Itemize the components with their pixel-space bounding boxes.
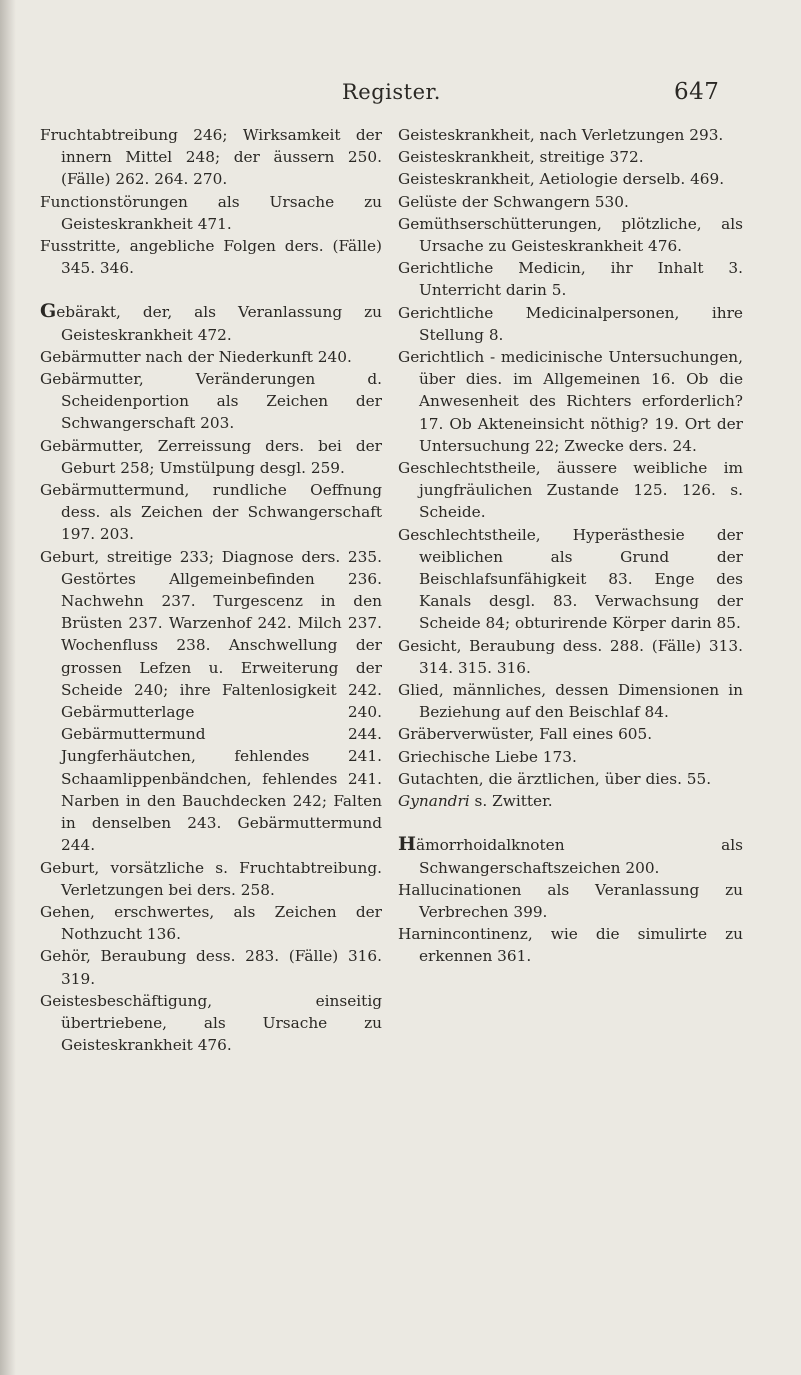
index-entry-section-g xyxy=(40,301,382,345)
left-column xyxy=(40,124,382,1056)
index-entry: Harnincontinenz, wie die simulirte zu erkennen 361. xyxy=(398,925,743,966)
index-entry: Gräberverwüster, Fall eines 605. xyxy=(398,725,653,744)
drop-capital: H xyxy=(398,833,416,856)
index-entry: Geburt, streitige 233; Diagnose ders. 235. Gestörtes Allgemeinbefinden 236. Nachwehn 237. Turgescenz in den Brüsten 237. Warzenhof 242. Milch 237. Wochenfluss 238. Anschwellung der grossen Lefzen u. Erweiterung der Scheide 240; ihre Faltenlosigkeit 242. Gebärmutterlage 240. Gebärmuttermund 244. Jungferhäutchen, fehlendes 241. Schaamlippenbändchen, fehlendes 241. Narben in den Bauchdecken 242; Falten in denselben 243. Gebärmuttermund 244. xyxy=(40,547,382,855)
index-entry: Gerichtliche Medicinalpersonen, ihre Stellung 8. xyxy=(398,303,743,344)
index-entry: Gutachten, die ärztlichen, über dies. 55. xyxy=(398,769,712,788)
index-entry: Gesicht, Beraubung dess. 288. (Fälle) 313. 314. 315. 316. xyxy=(398,636,743,677)
index-entry: Hallucinationen als Veranlassung zu Verbrechen 399. xyxy=(398,880,743,921)
entry-text: ämorrhoidalknoten als Schwangerschaftszeichen 200. xyxy=(415,836,743,877)
index-entry: Gebärmuttermund, rundliche Oeffnung dess. als Zeichen der Schwangerschaft 197. 203. xyxy=(40,481,382,544)
index-entry: Geburt, vorsätzliche s. Fruchtabtreibung. Verletzungen bei ders. 258. xyxy=(40,858,382,899)
index-entry-section-h xyxy=(398,834,743,878)
index-entry: Glied, männliches, dessen Dimensionen in Beziehung auf den Beischlaf 84. xyxy=(398,681,743,722)
index-entry: Gerichtliche Medicin, ihr Inhalt 3. Unterricht darin 5. xyxy=(398,259,743,300)
entry-text: s. Zwitter. xyxy=(469,792,553,811)
index-entry: Geisteskrankheit, streitige 372. xyxy=(398,148,644,167)
index-entry: Gelüste der Schwangern 530. xyxy=(398,192,629,211)
index-entry: Fusstritte, angebliche Folgen ders. (Fälle) 345. 346. xyxy=(40,237,382,278)
running-title: Register. xyxy=(342,80,441,104)
page-header xyxy=(0,80,801,110)
index-entry: Gehen, erschwertes, als Zeichen der Nothzucht 136. xyxy=(40,902,382,944)
index-entry: Functionstörungen als Ursache zu Geisteskrankheit 471. xyxy=(40,192,382,233)
index-entry: Gemüthserschütterungen, plötzliche, als Ursache zu Geisteskrankheit 476. xyxy=(398,214,743,256)
index-entry: Fruchtabtreibung 246; Wirksamkeit der innern Mittel 248; der äussern 250. (Fälle) 262. 264. 270. xyxy=(40,126,382,189)
index-entry: Geisteskrankheit, nach Verletzungen 293. xyxy=(398,126,724,144)
index-entry: Gebärmutter, Zerreissung ders. bei der Geburt 258; Umstülpung desgl. 259. xyxy=(40,436,382,477)
index-entry xyxy=(398,790,743,812)
page-number: 647 xyxy=(674,79,720,105)
index-entry: Geisteskrankheit, Aetiologie derselb. 469. xyxy=(398,170,725,189)
index-entry: Geistesbeschäftigung, einseitig übertriebene, als Ursache zu Geisteskrankheit 476. xyxy=(40,991,382,1055)
index-entry: Gebärmutter, Veränderungen d. Scheidenportion als Zeichen der Schwangerschaft 203. xyxy=(40,370,382,433)
index-entry: Geschlechtstheile, äussere weibliche im jungfräulichen Zustande 125. 126. s. Scheide. xyxy=(398,459,743,522)
page-binding-edge xyxy=(0,0,16,1375)
right-column xyxy=(398,124,743,968)
index-entry: Gerichtlich - medicinische Untersuchungen, über dies. im Allgemeinen 16. Ob die Anwesenheit des Richters erforderlich? 17. Ob Akteneinsicht nöthig? 19. Ort der Untersuchung 22; Zwecke ders. 24. xyxy=(398,348,743,455)
index-entry: Griechische Liebe 173. xyxy=(398,747,577,766)
drop-capital: G xyxy=(40,300,57,323)
index-entry: Geschlechtstheile, Hyperästhesie der weiblichen als Grund der Beischlafsunfähigkeit 83. Enge des Kanals desgl. 83. Verwachsung der Scheide 84; obturirende Körper darin 85. xyxy=(398,525,743,633)
index-entry: Gehör, Beraubung dess. 283. (Fälle) 316. 319. xyxy=(40,947,382,988)
section-gap xyxy=(398,812,743,834)
entry-text: ebärakt, der, als Veranlassung zu Geisteskrankheit 472. xyxy=(56,303,382,344)
italic-term: Gynandri xyxy=(398,792,470,811)
section-gap xyxy=(40,279,382,301)
index-entry: Gebärmutter nach der Niederkunft 240. xyxy=(40,347,352,366)
